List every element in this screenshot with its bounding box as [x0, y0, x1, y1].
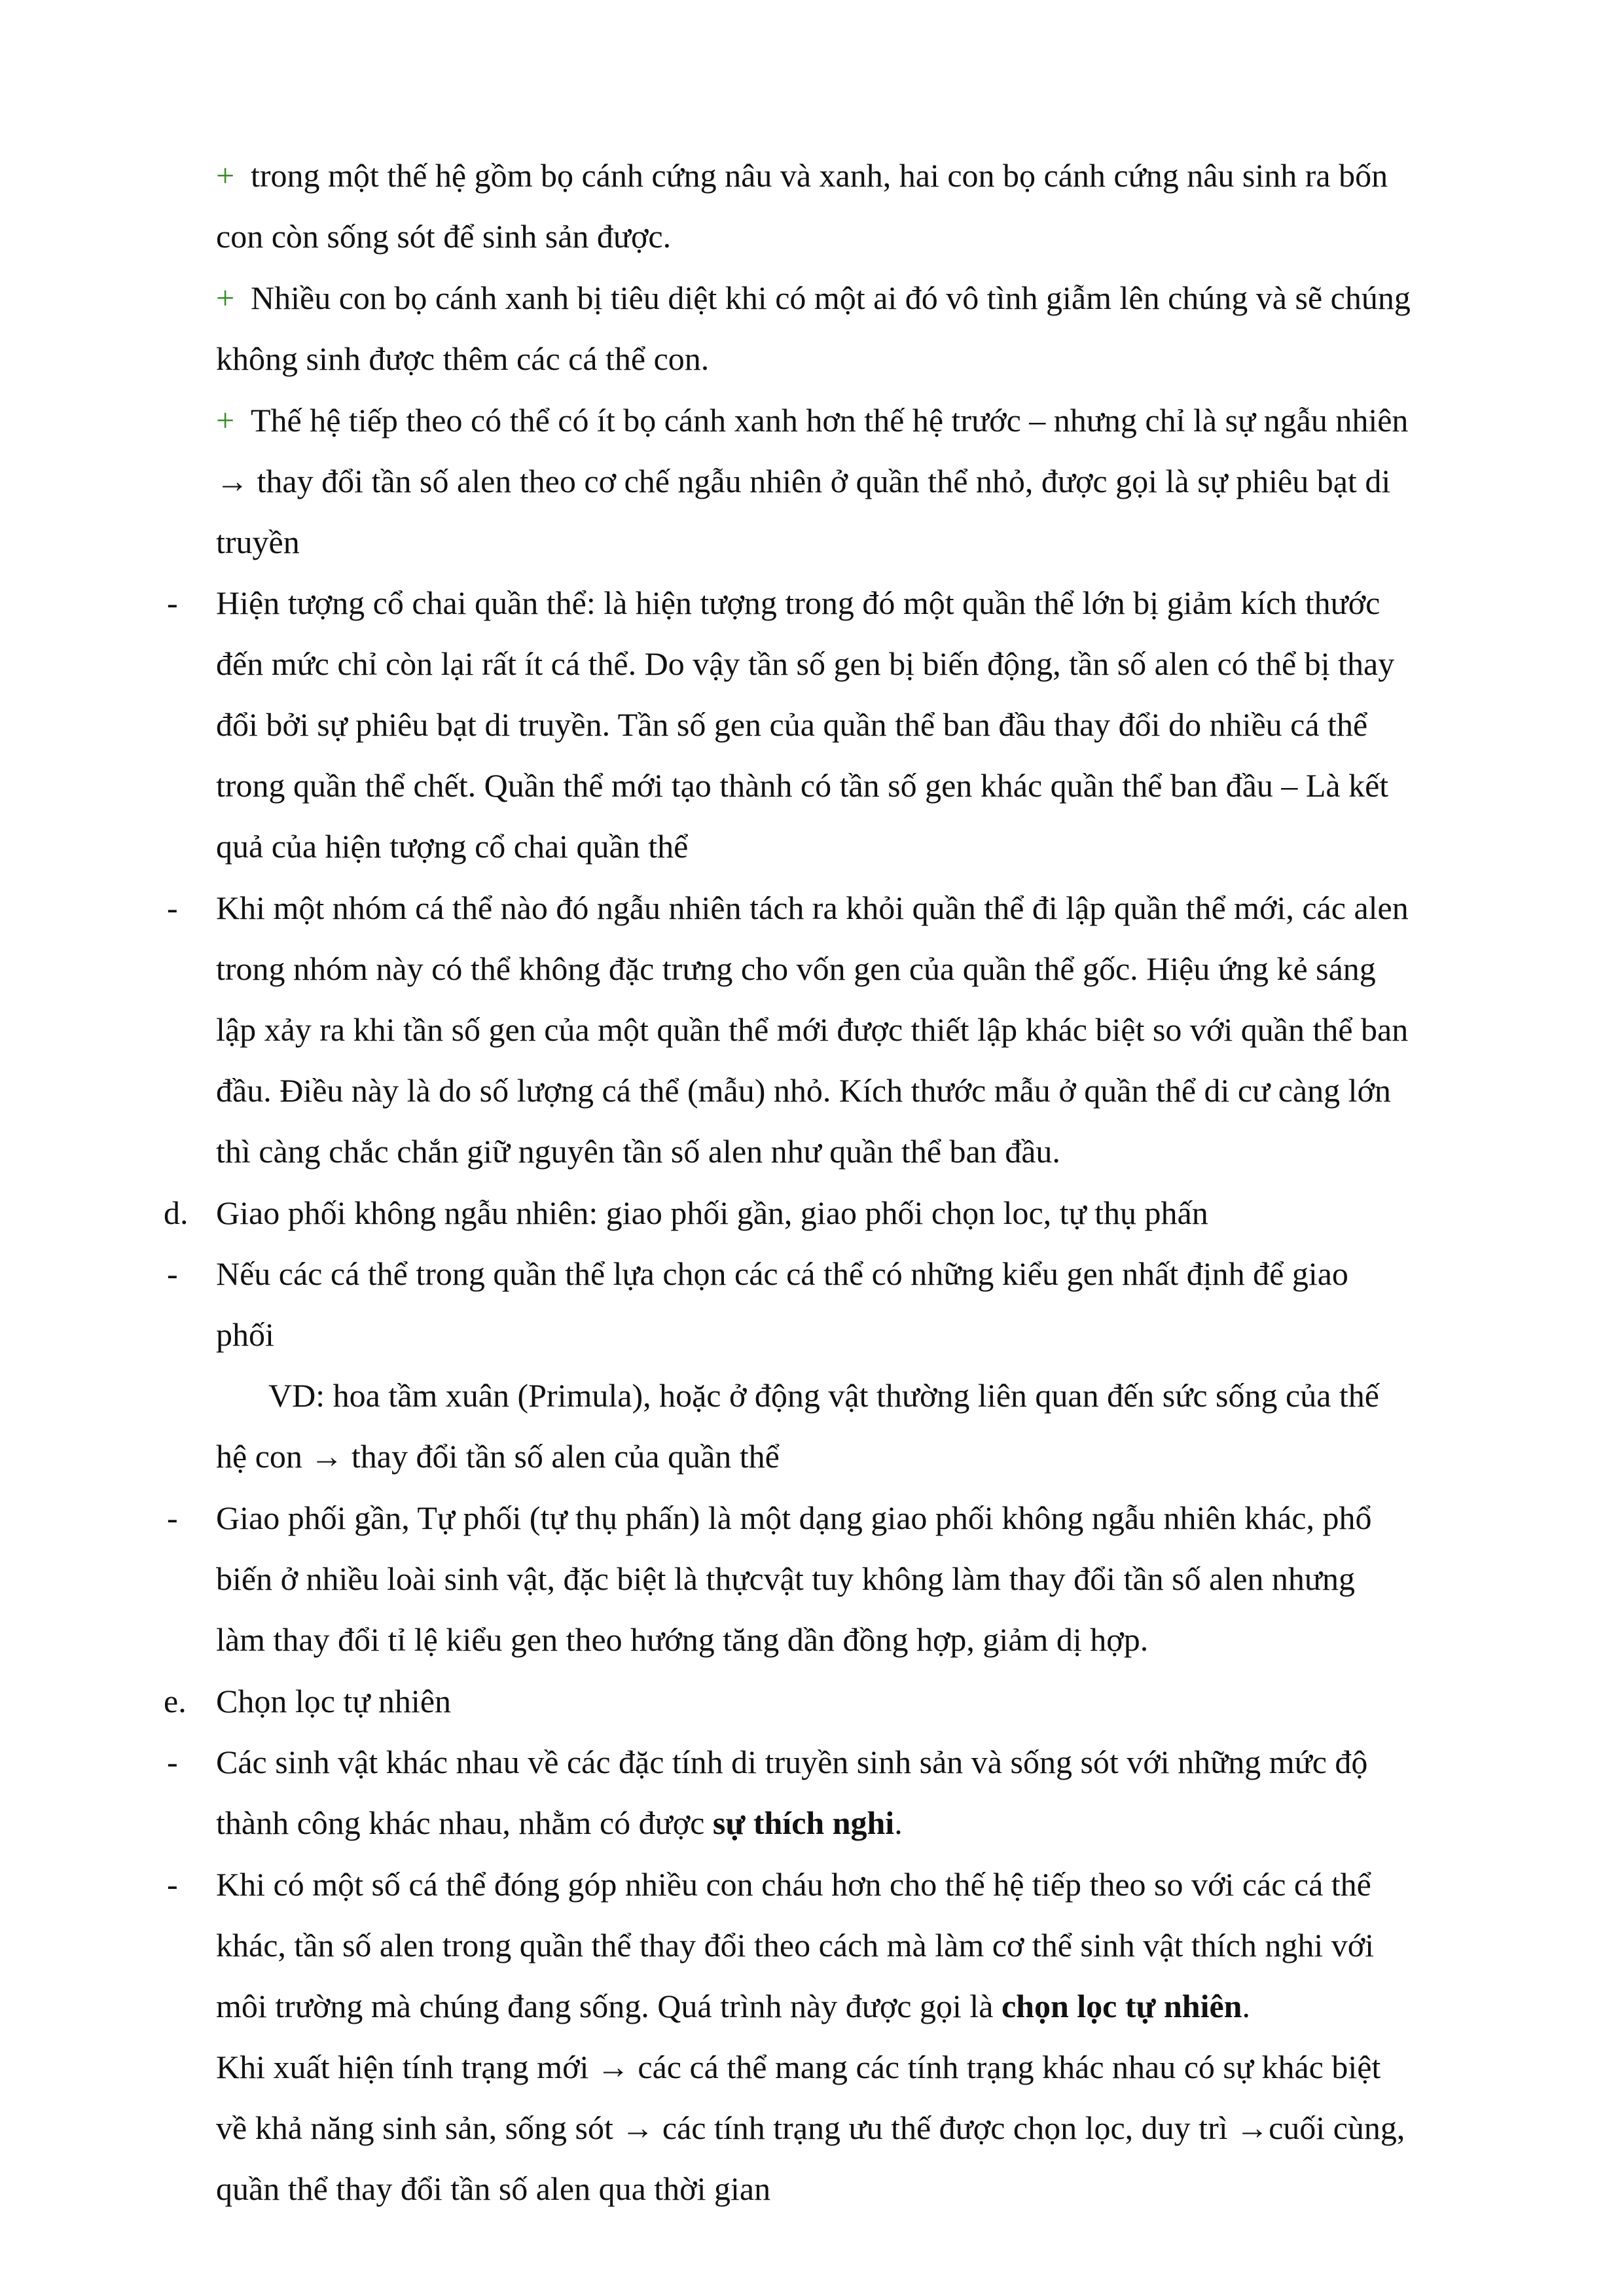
dash-bullet: - [167, 584, 178, 621]
paragraph-line [216, 1986, 1250, 2026]
plus-bullet: + [216, 402, 235, 439]
paragraph-line: Giao phối gần, Tự phối (tự thụ phấn) là một dạng giao phối không ngẫu nhiên khác, phổ [216, 1499, 1372, 1536]
paragraph-line: đầu. Điều này là do số lượng cá thể (mẫu) nhỏ. Kích thước mẫu ở quần thể di cư càng lớn [216, 1072, 1391, 1109]
paragraph-line: → thay đổi tần số alen theo cơ chế ngẫu nhiên ở quần thể nhỏ, được gọi là sự phiêu bạt di [216, 463, 1391, 499]
dash-bullet: - [167, 1866, 178, 1903]
plus-bullet: + [216, 279, 235, 316]
paragraph-line: khác, tần số alen trong quần thể thay đổi theo cách mà làm cơ thể sinh vật thích nghi với [216, 1927, 1375, 1964]
text-run: . [1242, 1988, 1250, 2024]
paragraph-line: truyền [216, 524, 300, 560]
paragraph-line: Khi một nhóm cá thể nào đó ngẫu nhiên tách ra khỏi quần thể đi lập quần thể mới, các alen [216, 889, 1409, 926]
dash-bullet: - [167, 1499, 178, 1536]
example-line: VD: hoa tầm xuân (Primula), hoặc ở động vật thường liên quan đến sức sống của thế [268, 1377, 1379, 1414]
paragraph-line: Hiện tượng cổ chai quần thể: là hiện tượng trong đó một quần thể lớn bị giảm kích thước [216, 584, 1380, 621]
paragraph-line: Nhiều con bọ cánh xanh bị tiêu diệt khi có một ai đó vô tình giẫm lên chúng và sẽ chúng [251, 279, 1411, 316]
bold-term-adaptation: sự thích nghi [712, 1804, 895, 1841]
section-heading-e: Chọn lọc tự nhiên [216, 1683, 452, 1719]
example-line: hệ con → thay đổi tần số alen của quần thể [216, 1438, 780, 1475]
paragraph-line: trong nhóm này có thể không đặc trưng cho vốn gen của quần thể gốc. Hiệu ứng kẻ sáng [216, 950, 1376, 987]
text-run: thành công khác nhau, nhằm có được [216, 1804, 713, 1841]
paragraph-line: Các sinh vật khác nhau về các đặc tính di truyền sinh sản và sống sót với những mức độ [216, 1744, 1368, 1780]
paragraph-line: đổi bởi sự phiêu bạt di truyền. Tần số gen của quần thể ban đầu thay đổi do nhiều cá thể [216, 706, 1368, 743]
bold-term-natural-selection: chọn lọc tự nhiên [1001, 1988, 1242, 2024]
section-letter-d: d. [164, 1194, 189, 1231]
paragraph-line: trong một thế hệ gồm bọ cánh cứng nâu và xanh, hai con bọ cánh cứng nâu sinh ra bốn [251, 157, 1388, 194]
paragraph-line: trong quần thể chết. Quần thể mới tạo thành có tần số gen khác quần thể ban đầu – Là kết [216, 767, 1389, 804]
paragraph-line: đến mức chỉ còn lại rất ít cá thể. Do vậy tần số gen bị biến động, tần số alen có thể bị thay [216, 645, 1395, 682]
paragraph-line: thì càng chắc chắn giữ nguyên tần số alen như quần thể ban đầu. [216, 1133, 1060, 1170]
paragraph-line: quần thể thay đổi tần số alen qua thời gian [216, 2170, 771, 2207]
dash-bullet: - [167, 1255, 178, 1292]
section-heading-d: Giao phối không ngẫu nhiên: giao phối gần, giao phối chọn loc, tự thụ phấn [216, 1194, 1208, 1231]
paragraph-line: về khả năng sinh sản, sống sót → các tính trạng ưu thế được chọn lọc, duy trì →cuối cùng, [216, 2109, 1405, 2146]
paragraph-line: làm thay đổi tỉ lệ kiểu gen theo hướng tăng dần đồng hợp, giảm dị hợp. [216, 1621, 1149, 1658]
paragraph-line: lập xảy ra khi tần số gen của một quần thể mới được thiết lập khác biệt so với quần thể ban [216, 1011, 1409, 1048]
paragraph-line: quả của hiện tượng cổ chai quần thể [216, 828, 689, 865]
dash-bullet: - [167, 1744, 178, 1780]
text-run: môi trường mà chúng đang sống. Quá trình này được gọi là [216, 1988, 1001, 2024]
paragraph-line: Thế hệ tiếp theo có thể có ít bọ cánh xanh hơn thế hệ trước – nhưng chỉ là sự ngẫu nhiên [251, 402, 1409, 439]
paragraph-line: không sinh được thêm các cá thể con. [216, 340, 710, 377]
paragraph-line: phối [216, 1316, 274, 1353]
plus-bullet: + [216, 157, 235, 194]
paragraph-line: Nếu các cá thể trong quần thể lựa chọn các cá thể có những kiểu gen nhất định để giao [216, 1255, 1348, 1292]
paragraph-line [216, 1803, 903, 1842]
paragraph-line: biến ở nhiều loài sinh vật, đặc biệt là thựcvật tuy không làm thay đổi tần số alen nhưng [216, 1560, 1355, 1597]
paragraph-line: Khi xuất hiện tính trạng mới → các cá thể mang các tính trạng khác nhau có sự khác biệt [216, 2049, 1381, 2085]
dash-bullet: - [167, 889, 178, 926]
section-letter-e: e. [164, 1683, 187, 1719]
text-run: . [894, 1804, 903, 1841]
paragraph-line: Khi có một số cá thể đóng góp nhiều con cháu hơn cho thế hệ tiếp theo so với các cá thể [216, 1866, 1371, 1903]
paragraph-line: con còn sống sót để sinh sản được. [216, 218, 672, 255]
